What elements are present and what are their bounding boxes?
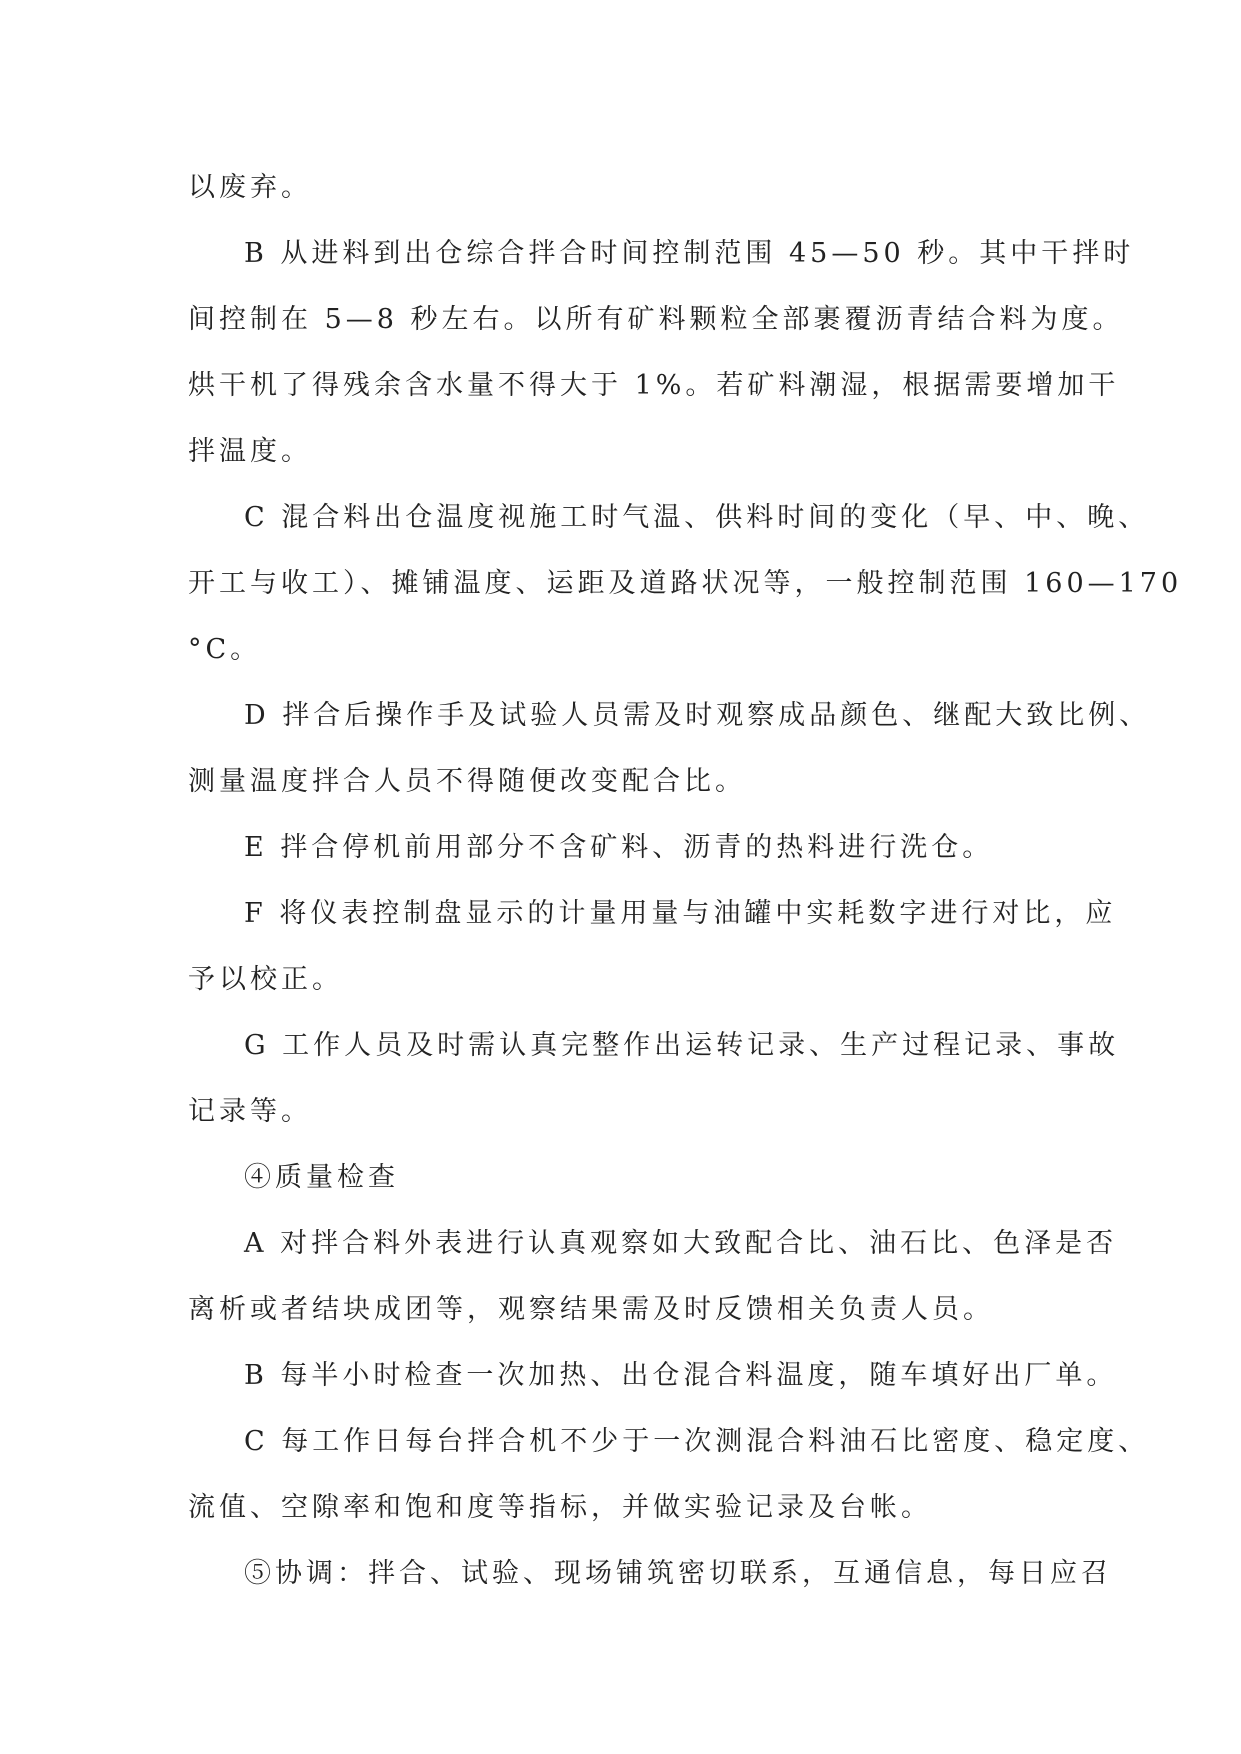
section-heading: ④质量检查	[244, 1162, 399, 1193]
text-line: 流值、空隙率和饱和度等指标，并做实验记录及台帐。	[188, 1492, 932, 1523]
text-line: °C。	[188, 634, 262, 665]
text-line: 记录等。	[188, 1096, 312, 1127]
text-line: A 对拌合料外表进行认真观察如大致配合比、油石比、色泽是否	[244, 1228, 1118, 1259]
text-line: 予以校正。	[188, 964, 343, 995]
text-line: 烘干机了得残余含水量不得大于 1%。若矿料潮湿，根据需要增加干	[188, 370, 1120, 401]
text-line: ⑤协调：拌合、试验、现场铺筑密切联系，互通信息，每日应召	[244, 1558, 1112, 1589]
text-line: C 每工作日每台拌合机不少于一次测混合料油石比密度、稳定度、	[244, 1426, 1150, 1457]
text-line: 开工与收工）、摊铺温度、运距及道路状况等，一般控制范围 160—170	[188, 568, 1183, 599]
text-line: E 拌合停机前用部分不含矿料、沥青的热料进行洗仓。	[244, 832, 994, 863]
text-line: 拌温度。	[188, 436, 312, 467]
text-line: C 混合料出仓温度视施工时气温、供料时间的变化（早、中、晚、	[244, 502, 1150, 533]
document-body	[188, 155, 1183, 1607]
text-line: G 工作人员及时需认真完整作出运转记录、生产过程记录、事故	[244, 1030, 1120, 1061]
text-line: 离析或者结块成团等，观察结果需及时反馈相关负责人员。	[188, 1294, 994, 1325]
text-line: 以废弃。	[188, 172, 312, 203]
text-line: B 从进料到出仓综合拌合时间控制范围 45—50 秒。其中干拌时	[244, 238, 1135, 269]
text-line: D 拌合后操作手及试验人员需及时观察成品颜色、继配大致比例、	[244, 700, 1151, 731]
text-line: B 每半小时检查一次加热、出仓混合料温度，随车填好出厂单。	[244, 1360, 1118, 1391]
text-line: 测量温度拌合人员不得随便改变配合比。	[188, 766, 746, 797]
text-line: 间控制在 5—8 秒左右。以所有矿料颗粒全部裹覆沥青结合料为度。	[188, 304, 1124, 335]
text-line: F 将仪表控制盘显示的计量用量与油罐中实耗数字进行对比，应	[244, 898, 1117, 929]
